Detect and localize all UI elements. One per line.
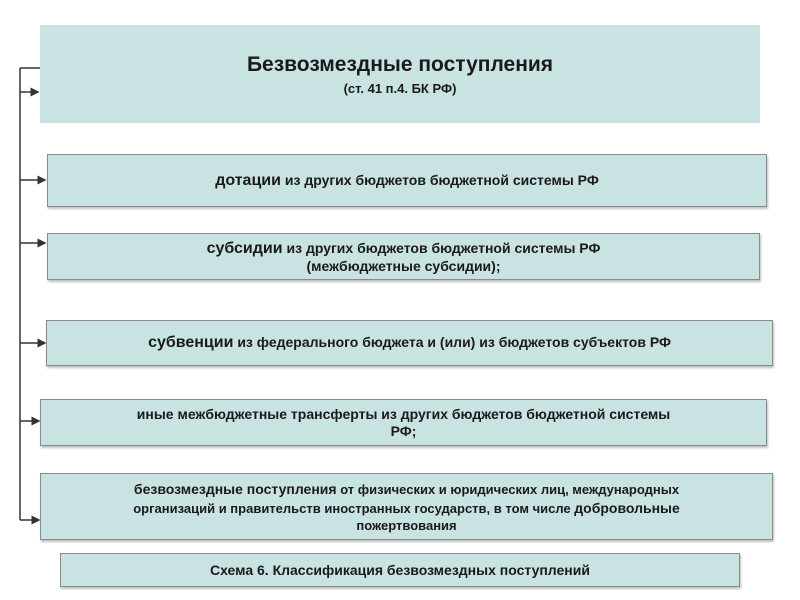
category-description-line-2: РФ; (390, 422, 417, 439)
title-box (40, 25, 760, 123)
category-text (207, 239, 601, 258)
category-name: субвенции (148, 334, 234, 352)
category-description-part: организаций и правительств иностранных государств, в том числе (133, 500, 575, 516)
category-description-line-2: (межбюджетные субсидии); (306, 257, 501, 274)
category-name: субсидии (206, 239, 283, 257)
category-description: из федерального бюджета и (или) из бюджетов субъектов РФ (233, 334, 671, 351)
diagram-title: Безвозмездные поступления (246, 52, 554, 76)
category-description: от физических и юридических лиц, международных (336, 481, 680, 497)
category-subvencii (46, 320, 773, 366)
diagram-caption: Схема 6. Классификация безвозмездных поступлений (210, 561, 590, 578)
category-text (148, 333, 671, 352)
category-name: безвозмездные поступления (133, 480, 337, 497)
category-text (134, 480, 679, 499)
category-text (215, 171, 599, 190)
category-subsidii (47, 233, 760, 280)
category-description-line-1: иные межбюджетные трансферты из других бюджетов бюджетной системы (136, 405, 671, 422)
category-dotacii (47, 154, 767, 207)
category-description-line-2 (133, 499, 680, 518)
category-inye-transferty (40, 399, 767, 446)
category-description-line-3: пожертвования (356, 517, 457, 533)
category-description: из других бюджетов бюджетной системы РФ (280, 171, 599, 188)
category-description: из других бюджетов бюджетной системы РФ (282, 239, 601, 256)
category-bezvozmezdnye-postupleniya (40, 473, 773, 540)
category-name: дотации (215, 171, 281, 189)
caption-box (60, 553, 740, 587)
category-emphasis: добровольные (574, 499, 680, 516)
diagram-subtitle: (ст. 41 п.4. БК РФ) (343, 80, 457, 96)
